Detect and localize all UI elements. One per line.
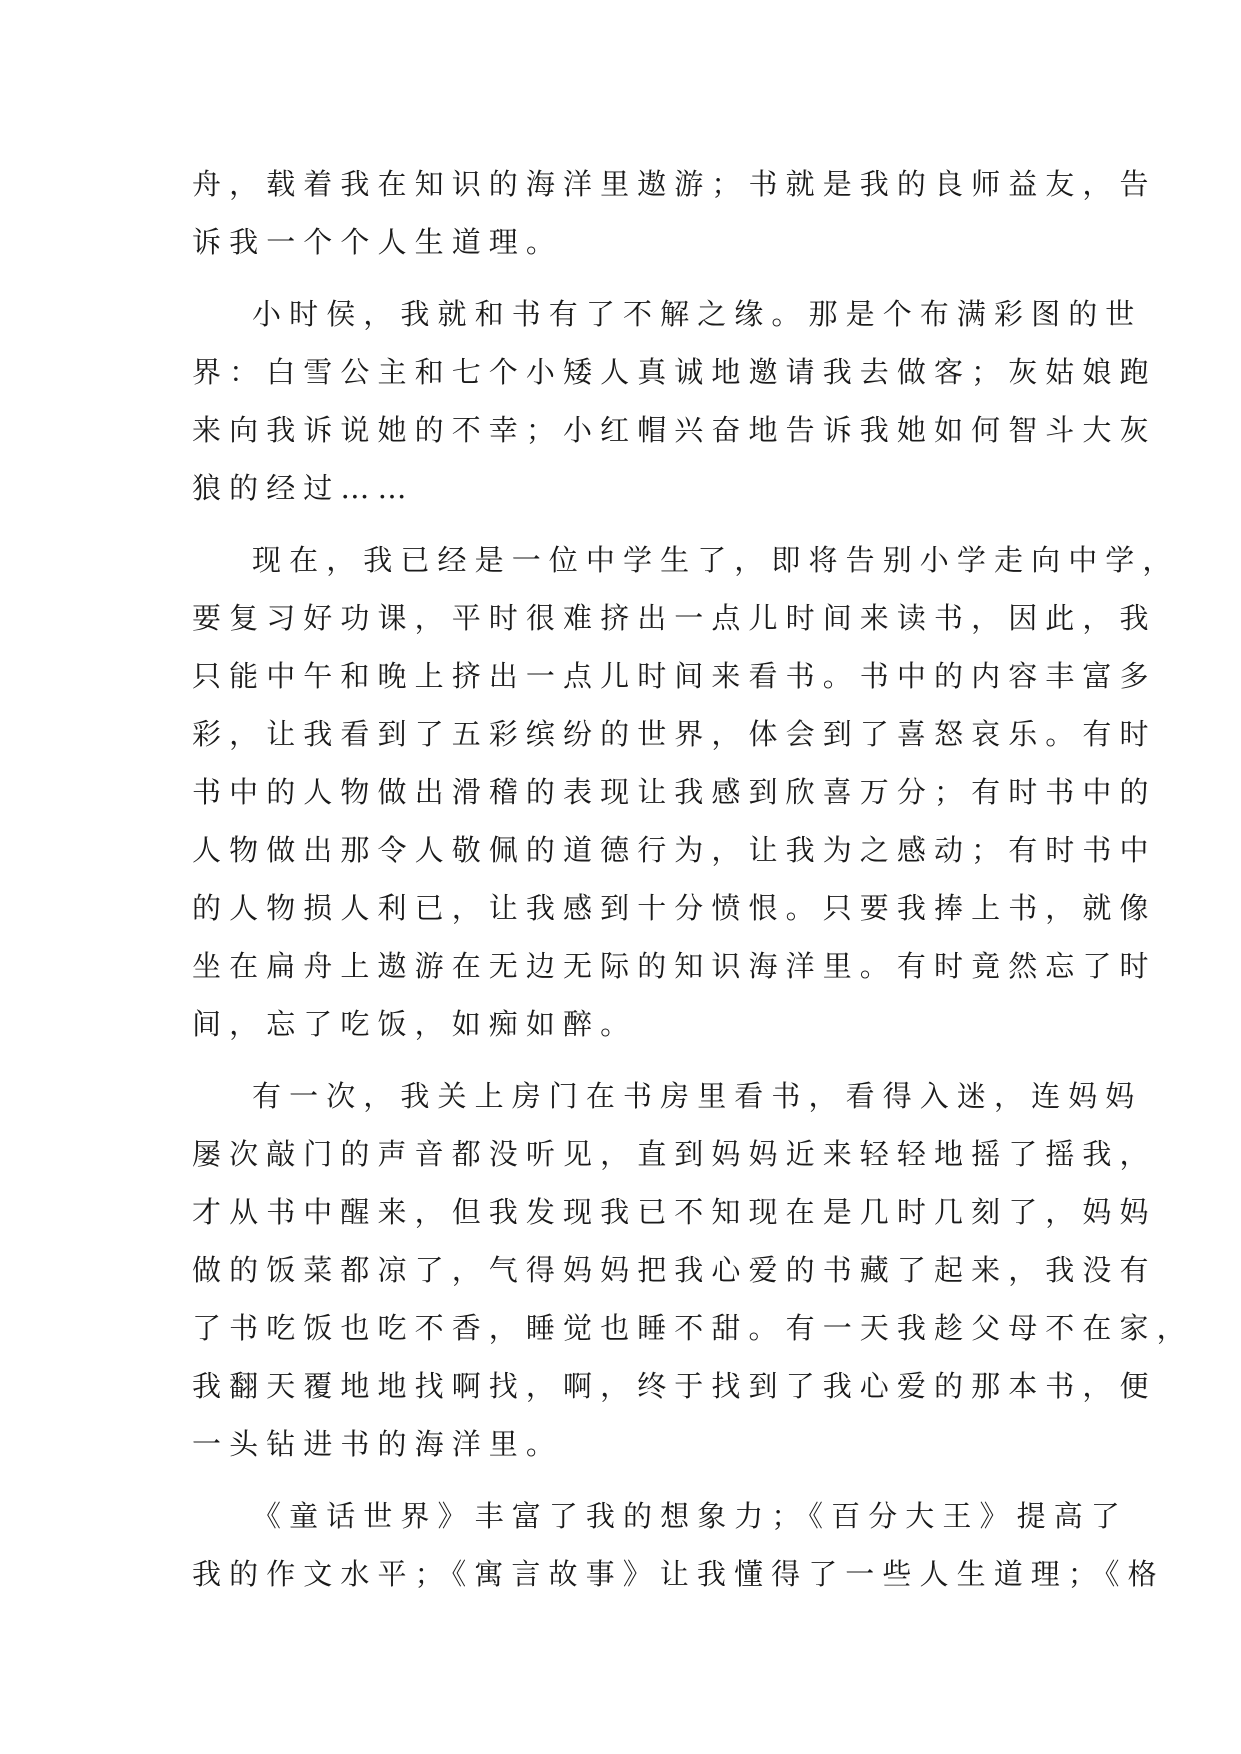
text-line: 我的作文水平；《寓言故事》让我懂得了一些人生道理；《格 — [192, 1557, 1165, 1591]
text-line: 要复习好功课，平时很难挤出一点儿时间来读书，因此，我 — [192, 601, 1157, 635]
text-line: 了书吃饭也吃不香，睡觉也睡不甜。有一天我趁父母不在家， — [192, 1311, 1194, 1345]
paragraph — [192, 1487, 1165, 1603]
text-line: 才从书中醒来，但我发现我已不知现在是几时几刻了，妈妈 — [192, 1195, 1157, 1229]
text-line: 来向我诉说她的不幸；小红帽兴奋地告诉我她如何智斗大灰 — [192, 413, 1157, 447]
text-line: 彩，让我看到了五彩缤纷的世界，体会到了喜怒哀乐。有时 — [192, 717, 1157, 751]
text-line: 现在，我已经是一位中学生了，即将告别小学走向中学， — [252, 543, 1180, 577]
text-line: 诉我一个个人生道理。 — [192, 225, 564, 259]
text-line: 一头钻进书的海洋里。 — [192, 1427, 564, 1461]
text-line: 间，忘了吃饭，如痴如醉。 — [192, 1007, 638, 1041]
text-line: 有一次，我关上房门在书房里看书，看得入迷，连妈妈 — [252, 1079, 1143, 1113]
text-line: 书中的人物做出滑稽的表现让我感到欣喜万分；有时书中的 — [192, 775, 1157, 809]
paragraph — [192, 285, 1157, 517]
paragraph — [192, 1067, 1194, 1473]
paragraph — [192, 531, 1180, 1053]
text-line: 坐在扁舟上遨游在无边无际的知识海洋里。有时竟然忘了时 — [192, 949, 1157, 983]
text-line: 屡次敲门的声音都没听见，直到妈妈近来轻轻地摇了摇我， — [192, 1137, 1157, 1171]
body-text — [192, 155, 1194, 1603]
text-line: 界：白雪公主和七个小矮人真诚地邀请我去做客；灰姑娘跑 — [192, 355, 1157, 389]
text-line: 舟，载着我在知识的海洋里遨游；书就是我的良师益友，告 — [192, 167, 1157, 201]
text-line: 的人物损人利已，让我感到十分愤恨。只要我捧上书，就像 — [192, 891, 1157, 925]
text-line: 《童话世界》丰富了我的想象力；《百分大王》提高了 — [252, 1499, 1128, 1533]
text-line: 狼的经过…… — [192, 471, 415, 505]
text-line: 只能中午和晚上挤出一点儿时间来看书。书中的内容丰富多 — [192, 659, 1157, 693]
text-line: 做的饭菜都凉了，气得妈妈把我心爱的书藏了起来，我没有 — [192, 1253, 1157, 1287]
text-line: 小时侯，我就和书有了不解之缘。那是个布满彩图的世 — [252, 297, 1143, 331]
text-line: 我翻天覆地地找啊找，啊，终于找到了我心爱的那本书，便 — [192, 1369, 1157, 1403]
paragraph — [192, 155, 1157, 271]
text-line: 人物做出那令人敬佩的道德行为，让我为之感动；有时书中 — [192, 833, 1157, 867]
